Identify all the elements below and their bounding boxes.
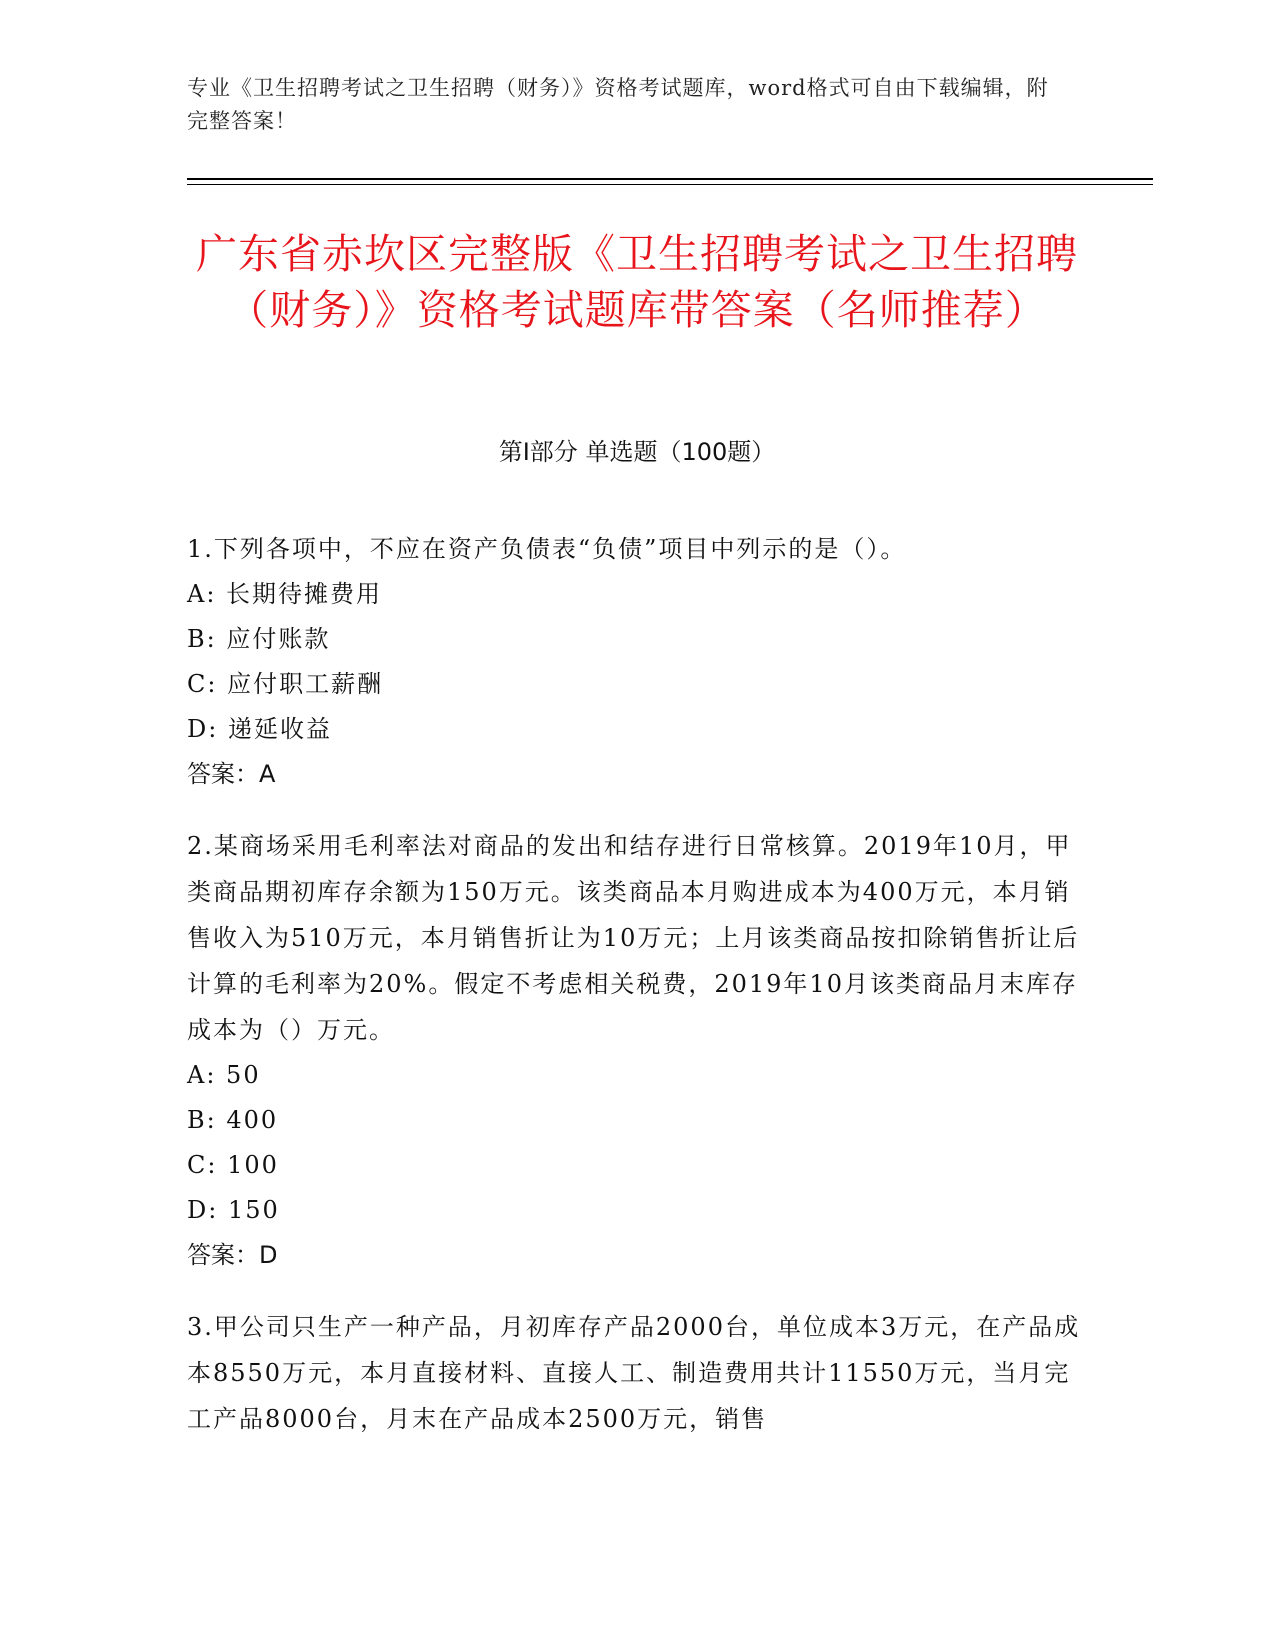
question-stem: 3.甲公司只生产一种产品，月初库存产品2000台，单位成本3万元，在产品成本8550万元，本月直接材料、直接人工、制造费用共计11550万元，当月完工产品8000台，月末在产品成本2500万元，销售 xyxy=(187,1313,1081,1433)
option-c: C: 100 xyxy=(187,1151,279,1179)
header-note: 专业《卫生招聘考试之卫生招聘（财务）》资格考试题库，word格式可自由下载编辑，附完整答案！ xyxy=(187,76,1049,133)
document-title: 广东省赤坎区完整版《卫生招聘考试之卫生招聘（财务）》资格考试题库带答案（名师推荐） xyxy=(196,230,1078,334)
header-rule-thin xyxy=(187,184,1153,185)
question-stem: 2.某商场采用毛利率法对商品的发出和结存进行日常核算。2019年10月，甲类商品期初库存余额为150万元。该类商品本月购进成本为400万元，本月销售收入为510万元，本月销售折让为10万元；上月该类商品按扣除销售折让后计算的毛利率为20%。假定不考虑相关税费，2019年10月该类商品月末库存成本为（）万元。 xyxy=(187,832,1080,1044)
answer-label: 答案：D xyxy=(187,1241,278,1269)
answer-label: 答案：A xyxy=(187,760,276,788)
option-b: B: 400 xyxy=(187,1106,279,1134)
question-stem: 1.下列各项中，不应在资产负债表“负债”项目中列示的是（）。 xyxy=(187,535,907,563)
option-c: C: 应付职工薪酬 xyxy=(187,670,384,698)
option-b: B: 应付账款 xyxy=(187,625,331,653)
option-d: D: 150 xyxy=(187,1196,280,1224)
option-a: A: 长期待摊费用 xyxy=(187,580,383,608)
question-1 xyxy=(187,526,1087,797)
header-rule-thick xyxy=(187,178,1153,180)
option-d: D: 递延收益 xyxy=(187,715,332,743)
option-a: A: 50 xyxy=(187,1061,261,1089)
question-list xyxy=(187,526,1087,1468)
question-2 xyxy=(187,823,1087,1278)
section-heading: 第I部分 单选题（100题） xyxy=(498,438,776,466)
question-3 xyxy=(187,1304,1087,1442)
